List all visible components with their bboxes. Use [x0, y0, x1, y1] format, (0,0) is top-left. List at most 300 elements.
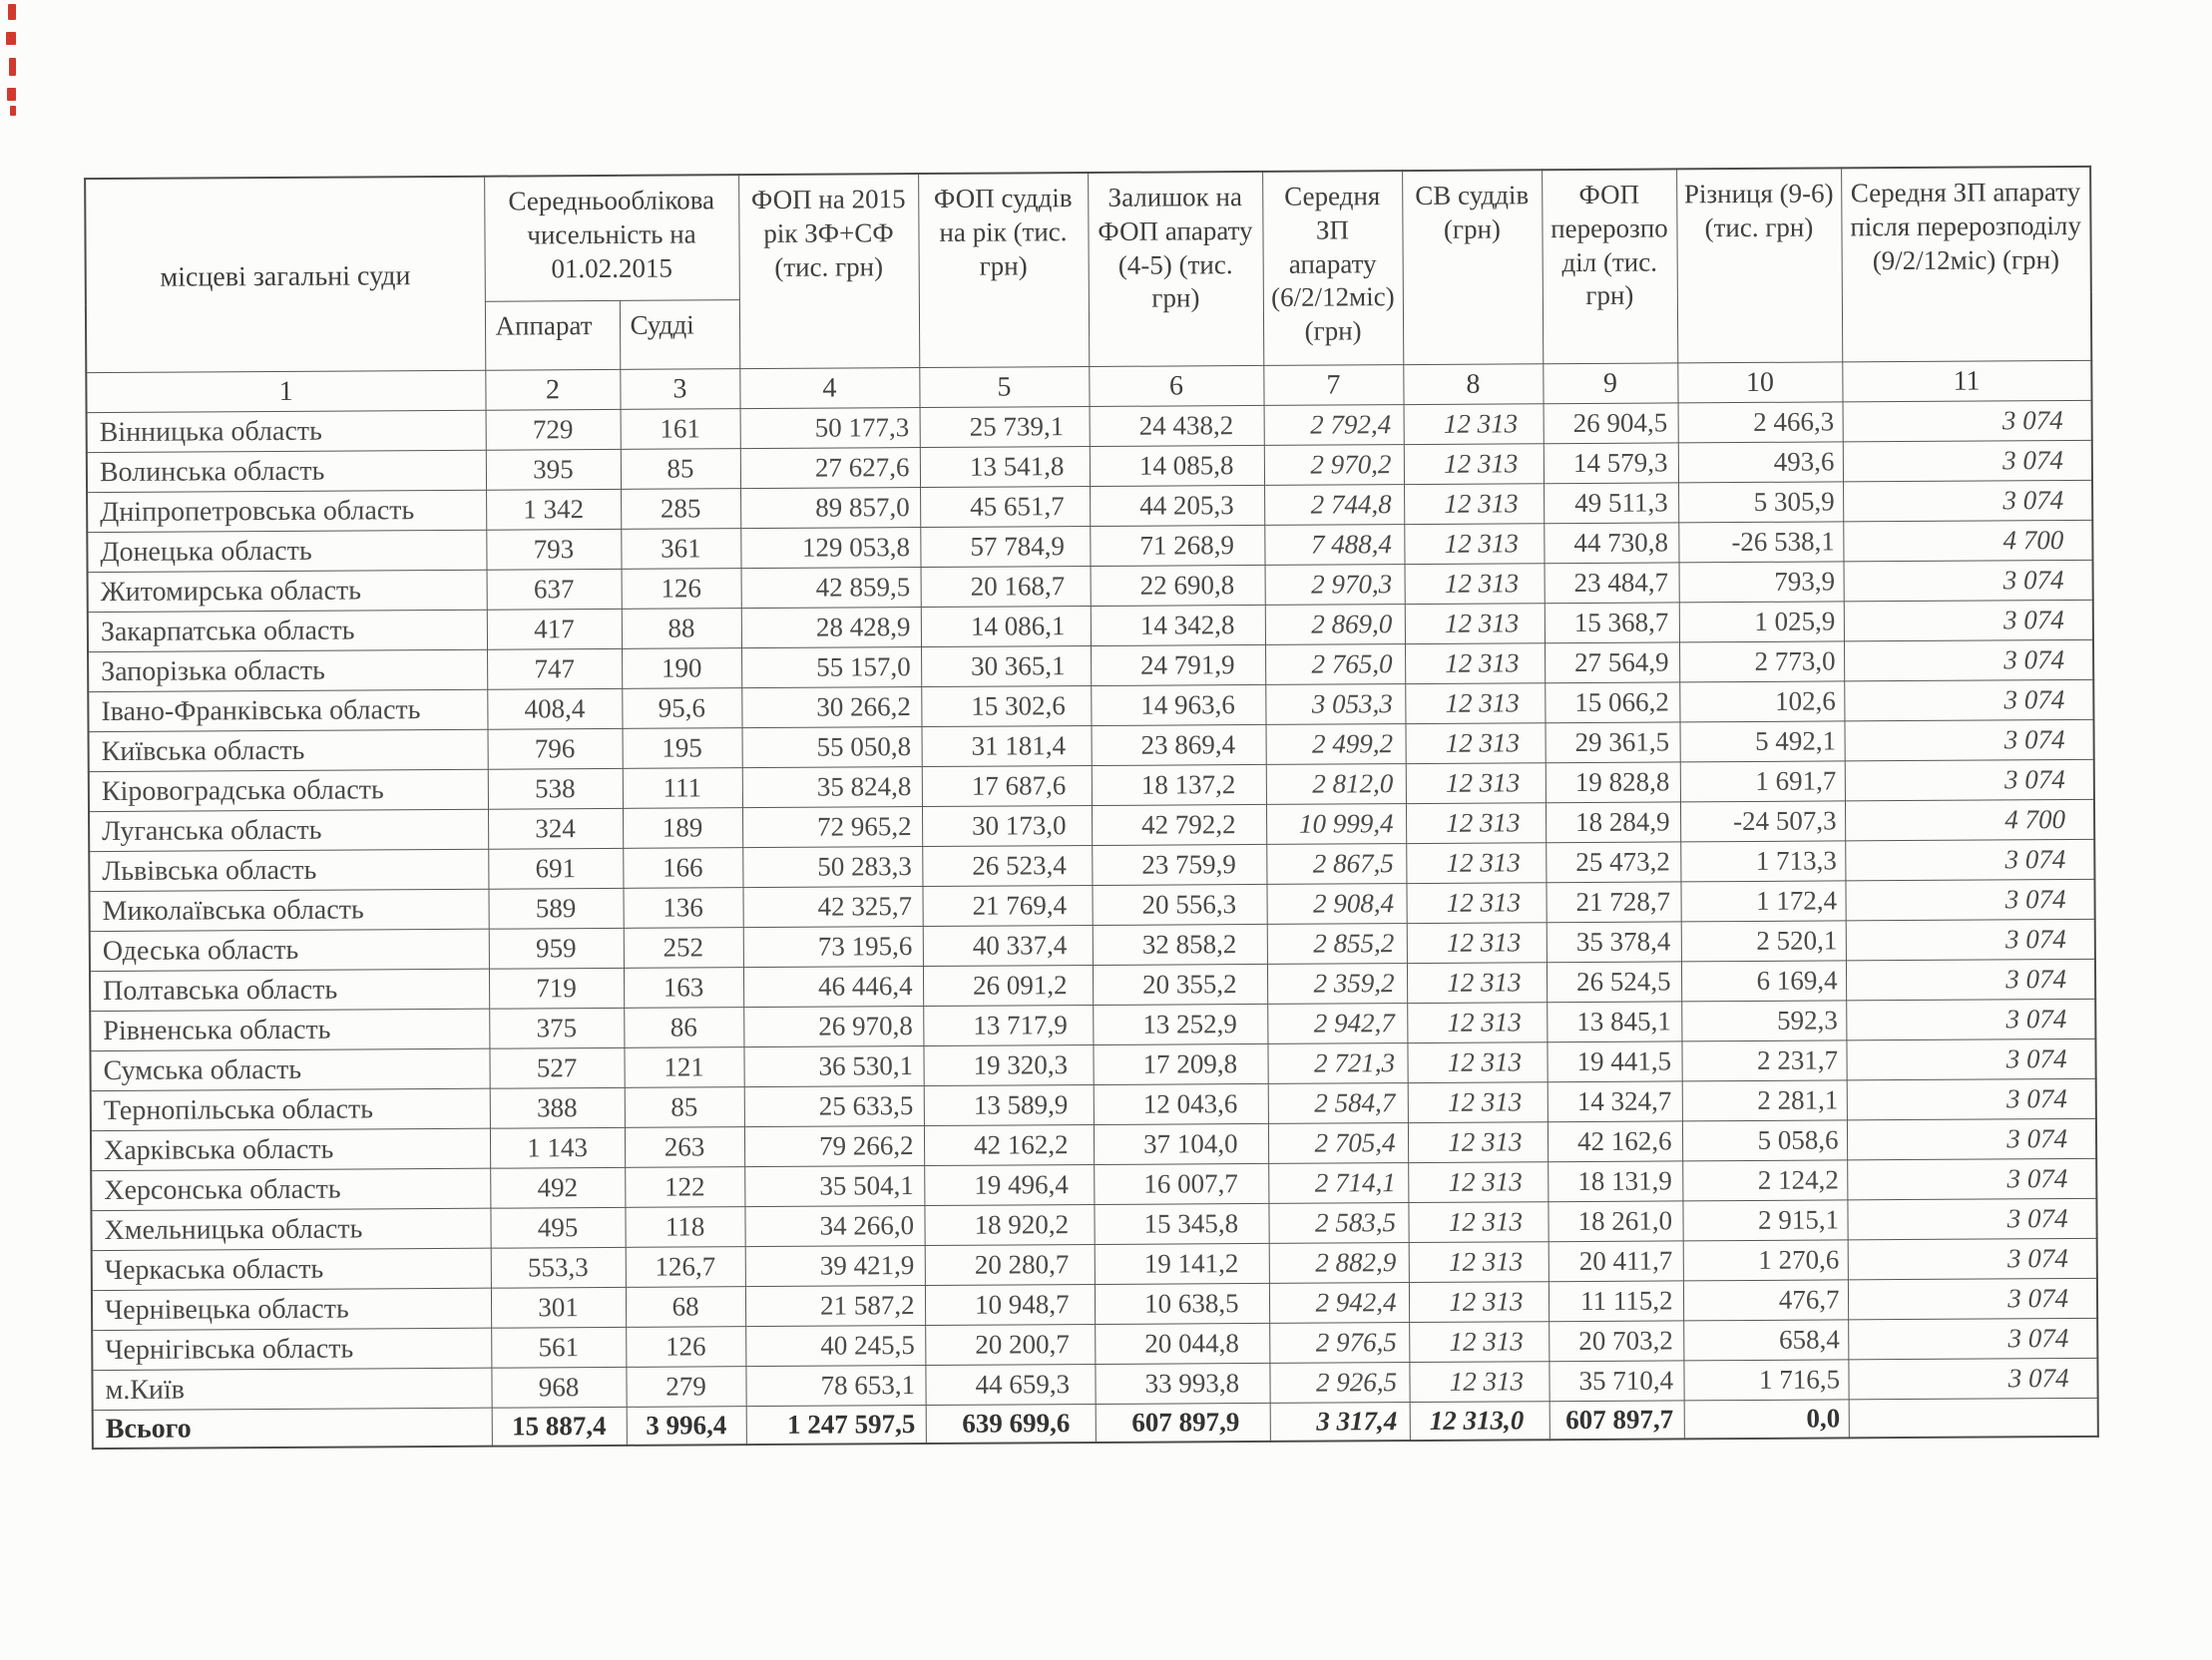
value-cell: 12 313 — [1408, 1122, 1548, 1163]
value-cell: 279 — [626, 1367, 745, 1408]
corner-header: місцеві загальні суди — [85, 177, 485, 373]
column-number: 7 — [1263, 365, 1403, 406]
value-cell: 2 714,1 — [1268, 1163, 1408, 1204]
header-remainder-fop: Залишок на ФОП апарату (4-5) (тис. грн) — [1088, 172, 1263, 367]
value-cell: 26 523,4 — [922, 845, 1092, 886]
value-cell: 21 587,2 — [745, 1286, 925, 1327]
value-cell: 3 074 — [1843, 480, 2092, 522]
value-cell: 11 115,2 — [1548, 1281, 1683, 1322]
subheader-apparatus: Аппарат — [485, 300, 620, 370]
value-cell: 12 313 — [1407, 1042, 1547, 1083]
value-cell: 637 — [487, 569, 622, 610]
value-cell: 30 266,2 — [741, 687, 921, 728]
value-cell: 37 104,0 — [1094, 1123, 1268, 1164]
value-cell: 691 — [488, 848, 623, 889]
value-cell: 14 579,3 — [1544, 443, 1678, 484]
value-cell: 68 — [626, 1287, 745, 1328]
region-name-cell: Миколаївська область — [89, 889, 488, 931]
value-cell: 607 897,9 — [1096, 1403, 1270, 1443]
value-cell: 12 313 — [1405, 683, 1545, 724]
value-cell: 12 313 — [1409, 1242, 1548, 1283]
value-cell: 1 691,7 — [1680, 761, 1845, 802]
value-cell: 492 — [490, 1167, 625, 1208]
value-cell: 1 270,6 — [1683, 1240, 1848, 1281]
value-cell: 0,0 — [1684, 1400, 1849, 1440]
value-cell: 361 — [621, 529, 740, 570]
region-name-cell: Чернівецька область — [92, 1288, 491, 1330]
value-cell: 12 313 — [1406, 803, 1546, 844]
region-name-cell: Львівська область — [89, 849, 488, 891]
value-cell: 15 887,4 — [492, 1407, 627, 1446]
value-cell: 35 824,8 — [742, 767, 922, 808]
value-cell: 4 700 — [1843, 520, 2092, 562]
value-cell: 26 904,5 — [1544, 403, 1678, 444]
region-name-cell: Черкаська область — [92, 1248, 491, 1290]
region-name-cell: Полтавська область — [90, 969, 489, 1011]
value-cell: 88 — [622, 609, 741, 649]
value-cell: 12 313 — [1404, 484, 1544, 525]
value-cell: 32 858,2 — [1093, 924, 1267, 965]
value-cell: 12 313,0 — [1410, 1402, 1549, 1441]
value-cell: 495 — [490, 1207, 625, 1248]
value-cell: 15 345,8 — [1094, 1203, 1268, 1244]
value-cell: 2 773,0 — [1679, 641, 1844, 682]
value-cell: 23 759,9 — [1092, 844, 1266, 885]
value-cell: 2 867,5 — [1266, 844, 1406, 885]
value-cell: 3 053,3 — [1265, 684, 1405, 725]
region-name-cell: Вінницька область — [87, 410, 486, 452]
column-number: 6 — [1089, 365, 1263, 406]
value-cell: 1 247 597,5 — [746, 1406, 926, 1446]
value-cell: 20 355,2 — [1093, 964, 1267, 1005]
column-number: 10 — [1677, 362, 1842, 403]
value-cell: 161 — [621, 409, 740, 450]
value-cell: 3 074 — [1848, 1238, 2097, 1280]
value-cell: 2 744,8 — [1264, 485, 1404, 526]
region-name-cell: Рівненська область — [90, 1009, 489, 1050]
value-cell: 13 717,9 — [923, 1005, 1093, 1045]
region-name-cell: Тернопільська область — [91, 1088, 490, 1130]
value-cell: 18 131,9 — [1548, 1161, 1682, 1202]
value-cell: 729 — [486, 409, 621, 450]
value-cell: 527 — [489, 1047, 624, 1088]
value-cell: 12 313 — [1409, 1362, 1548, 1403]
value-cell: 45 651,7 — [920, 487, 1090, 528]
value-cell: 72 965,2 — [742, 807, 922, 848]
value-cell: 25 473,2 — [1546, 842, 1680, 883]
value-cell: 50 283,3 — [742, 847, 922, 888]
value-cell: 12 313 — [1404, 404, 1544, 445]
value-cell: 35 378,4 — [1547, 922, 1681, 963]
value-cell: 12 313 — [1405, 643, 1545, 684]
value-cell: 122 — [625, 1167, 744, 1208]
value-cell: 639 699,6 — [926, 1404, 1096, 1444]
value-cell: 5 305,9 — [1678, 482, 1843, 523]
value-cell: 2 792,4 — [1264, 405, 1404, 446]
value-cell: 86 — [624, 1008, 743, 1048]
value-cell: 12 313 — [1409, 1322, 1548, 1363]
value-cell: 12 313 — [1406, 883, 1546, 924]
value-cell: 968 — [491, 1367, 626, 1408]
value-cell: 395 — [486, 449, 621, 490]
value-cell: 126 — [622, 569, 741, 610]
value-cell: 20 556,3 — [1092, 884, 1266, 925]
value-cell: 50 177,3 — [740, 408, 920, 449]
value-cell: 49 511,3 — [1544, 483, 1678, 524]
column-number: 8 — [1403, 364, 1543, 405]
value-cell: 111 — [623, 768, 742, 809]
group-header-headcount: Середньооблікова чисельність на 01.02.2015 — [484, 175, 739, 301]
value-cell: 3 074 — [1846, 959, 2095, 1001]
value-cell: 3 074 — [1843, 440, 2092, 482]
value-cell: 13 589,9 — [924, 1084, 1094, 1125]
region-name-cell: Київська область — [89, 729, 488, 771]
value-cell: 1 172,4 — [1680, 881, 1845, 922]
value-cell: 20 703,2 — [1548, 1321, 1683, 1362]
header-fop-judges: ФОП суддів на рік (тис. грн) — [918, 173, 1089, 368]
region-name-cell: Запорізька область — [88, 649, 487, 691]
value-cell: 33 993,8 — [1095, 1363, 1269, 1404]
value-cell: -24 507,3 — [1680, 801, 1845, 842]
header-fop-2015: ФОП на 2015 рік ЗФ+СФ (тис. грн) — [738, 174, 919, 369]
value-cell: 1 342 — [486, 489, 621, 530]
region-name-cell: Всього — [93, 1408, 492, 1449]
scan-artifact-mark — [7, 88, 16, 101]
value-cell: 3 074 — [1847, 1158, 2096, 1200]
value-cell: 195 — [623, 728, 742, 769]
value-cell — [1849, 1398, 2098, 1438]
value-cell: 3 074 — [1845, 879, 2094, 921]
value-cell: 19 141,2 — [1095, 1243, 1269, 1284]
value-cell: 73 195,6 — [743, 927, 923, 968]
value-cell: 85 — [621, 449, 740, 490]
value-cell: 126,7 — [626, 1247, 745, 1288]
value-cell: 17 687,6 — [922, 766, 1092, 807]
value-cell: 20 200,7 — [925, 1324, 1095, 1365]
value-cell: 22 690,8 — [1091, 565, 1265, 606]
value-cell: 136 — [623, 888, 742, 929]
region-name-cell: Херсонська область — [91, 1168, 490, 1210]
value-cell: 44 205,3 — [1090, 485, 1264, 526]
value-cell: 324 — [488, 808, 623, 849]
value-cell: 25 739,1 — [920, 407, 1090, 448]
value-cell: 20 168,7 — [921, 567, 1091, 608]
value-cell: 42 859,5 — [741, 568, 921, 609]
value-cell: 747 — [487, 648, 622, 689]
value-cell: 40 337,4 — [923, 925, 1093, 966]
value-cell: 538 — [488, 768, 623, 809]
value-cell: 12 313 — [1408, 1082, 1548, 1123]
value-cell: 2 124,2 — [1682, 1160, 1847, 1201]
value-cell: 36 530,1 — [743, 1046, 923, 1087]
value-cell: 57 784,9 — [920, 527, 1090, 568]
value-cell: 20 411,7 — [1548, 1241, 1683, 1282]
region-name-cell: Кіровоградська область — [89, 769, 488, 811]
value-cell: 189 — [623, 808, 742, 849]
value-cell: 18 137,2 — [1092, 764, 1266, 805]
value-cell: 13 252,9 — [1093, 1004, 1267, 1044]
value-cell: 19 496,4 — [924, 1164, 1094, 1205]
value-cell: 85 — [625, 1087, 744, 1128]
value-cell: 42 162,2 — [924, 1124, 1094, 1165]
value-cell: 2 721,3 — [1267, 1043, 1407, 1084]
value-cell: 589 — [488, 888, 623, 929]
value-cell: 2 499,2 — [1265, 724, 1405, 765]
value-cell: 4 700 — [1845, 799, 2094, 841]
value-cell: 42 162,6 — [1548, 1121, 1682, 1162]
value-cell: 12 043,6 — [1094, 1083, 1268, 1124]
value-cell: 89 857,0 — [740, 488, 920, 529]
subheader-judges: Судді — [620, 300, 739, 370]
value-cell: 2 281,1 — [1682, 1080, 1847, 1121]
region-name-cell: Хмельницька область — [91, 1208, 490, 1250]
value-cell: 2 765,0 — [1265, 644, 1405, 685]
value-cell: 2 942,7 — [1267, 1004, 1407, 1044]
value-cell: 2 520,1 — [1681, 921, 1846, 962]
value-cell: 14 342,8 — [1091, 605, 1265, 645]
value-cell: 20 044,8 — [1095, 1323, 1269, 1364]
value-cell: 796 — [488, 728, 623, 769]
value-cell: 476,7 — [1683, 1280, 1848, 1321]
value-cell: 6 169,4 — [1681, 961, 1846, 1002]
value-cell: 42 792,2 — [1092, 804, 1266, 845]
value-cell: 23 484,7 — [1545, 563, 1679, 604]
value-cell: 30 365,1 — [921, 646, 1091, 687]
value-cell: 2 882,9 — [1269, 1243, 1409, 1284]
value-cell: 3 074 — [1845, 839, 2094, 881]
value-cell: 24 438,2 — [1090, 405, 1264, 446]
value-cell: 3 317,4 — [1270, 1403, 1410, 1442]
value-cell: 27 564,9 — [1545, 642, 1679, 683]
value-cell: 13 845,1 — [1547, 1002, 1681, 1042]
value-cell: 2 926,5 — [1269, 1363, 1409, 1404]
region-name-cell: Сумська область — [90, 1048, 489, 1090]
value-cell: 25 633,5 — [744, 1086, 924, 1127]
value-cell: 55 050,8 — [742, 727, 922, 768]
value-cell: 388 — [490, 1087, 625, 1128]
value-cell: 15 066,2 — [1545, 682, 1679, 723]
value-cell: 24 791,9 — [1091, 644, 1265, 685]
value-cell: 2 908,4 — [1266, 884, 1406, 925]
value-cell: 40 245,5 — [745, 1326, 925, 1367]
value-cell: 553,3 — [491, 1247, 626, 1288]
value-cell: 12 313 — [1408, 1162, 1548, 1203]
value-cell: 2 976,5 — [1269, 1323, 1409, 1364]
value-cell: 14 324,7 — [1548, 1081, 1682, 1122]
column-number: 11 — [1842, 360, 2091, 402]
value-cell: 3 074 — [1844, 560, 2093, 602]
value-cell: 2 231,7 — [1681, 1040, 1846, 1081]
column-number: 1 — [86, 370, 485, 412]
scan-artifact-mark — [9, 58, 16, 76]
value-cell: 3 074 — [1846, 1038, 2095, 1080]
value-cell: 34 266,0 — [744, 1206, 924, 1247]
value-cell: 2 705,4 — [1268, 1123, 1408, 1164]
value-cell: 252 — [624, 928, 743, 969]
value-cell: 10 638,5 — [1095, 1283, 1269, 1324]
value-cell: 78 653,1 — [745, 1366, 925, 1407]
value-cell: 19 441,5 — [1547, 1041, 1681, 1082]
region-name-cell: Івано-Франківська область — [88, 689, 487, 731]
scan-artifact-mark — [10, 106, 16, 116]
value-cell: 3 074 — [1847, 1078, 2096, 1120]
scan-artifact-mark — [8, 4, 16, 20]
value-cell: 13 541,8 — [920, 447, 1090, 488]
value-cell: 95,6 — [622, 688, 741, 729]
value-cell: 417 — [487, 609, 622, 649]
value-cell: 2 970,3 — [1265, 565, 1405, 606]
column-number: 9 — [1543, 363, 1677, 404]
courts-financial-table — [84, 166, 2099, 1450]
value-cell: 3 074 — [1848, 1318, 2097, 1360]
value-cell: 3 074 — [1848, 1358, 2097, 1400]
value-cell: 12 313 — [1407, 923, 1547, 964]
value-cell: 2 812,0 — [1266, 764, 1406, 805]
value-cell: 23 869,4 — [1091, 724, 1265, 765]
value-cell: 12 313 — [1405, 564, 1545, 605]
header-avg-salary-apparatus: Середня ЗП апарату (6/2/12міс) (грн) — [1262, 171, 1403, 365]
value-cell: 14 963,6 — [1091, 684, 1265, 725]
value-cell: 263 — [625, 1127, 744, 1168]
value-cell: 2 942,4 — [1269, 1283, 1409, 1324]
column-number: 2 — [485, 369, 620, 410]
region-name-cell: Донецька область — [87, 530, 486, 572]
region-name-cell: м.Київ — [92, 1368, 491, 1410]
value-cell: 7 488,4 — [1264, 525, 1404, 566]
value-cell: 2 915,1 — [1682, 1200, 1847, 1241]
value-cell: 17 209,8 — [1093, 1043, 1267, 1084]
value-cell: 3 074 — [1844, 600, 2093, 641]
region-name-cell: Закарпатська область — [88, 610, 487, 651]
column-number: 4 — [739, 368, 919, 409]
value-cell: 493,6 — [1678, 442, 1843, 483]
value-cell: 1 716,5 — [1683, 1360, 1848, 1401]
value-cell: 28 428,9 — [741, 608, 921, 648]
value-cell: 3 074 — [1846, 999, 2095, 1040]
value-cell: 2 869,0 — [1265, 605, 1405, 645]
value-cell: 2 583,5 — [1268, 1203, 1408, 1244]
scanned-sheet — [84, 166, 2099, 1450]
value-cell: 16 007,7 — [1094, 1163, 1268, 1204]
value-cell: 12 313 — [1404, 524, 1544, 565]
value-cell: 793,9 — [1679, 562, 1844, 603]
value-cell: 12 313 — [1408, 1202, 1548, 1243]
region-name-cell: Чернігівська область — [92, 1328, 491, 1370]
value-cell: 15 368,7 — [1545, 603, 1679, 643]
value-cell: 2 359,2 — [1267, 964, 1407, 1005]
value-cell: 79 266,2 — [744, 1126, 924, 1167]
value-cell: 3 074 — [1844, 639, 2093, 681]
value-cell: 21 769,4 — [922, 885, 1092, 926]
value-cell: 561 — [491, 1327, 626, 1368]
value-cell: 959 — [489, 928, 624, 969]
value-cell: 3 996,4 — [627, 1407, 746, 1446]
value-cell: 3 074 — [1844, 719, 2093, 761]
value-cell: 3 074 — [1847, 1118, 2096, 1160]
scan-artifact-mark — [6, 32, 16, 45]
value-cell: 10 999,4 — [1266, 804, 1406, 845]
value-cell: 163 — [624, 968, 743, 1009]
value-cell: 3 074 — [1845, 759, 2094, 801]
value-cell: 2 970,2 — [1264, 445, 1404, 486]
region-name-cell: Волинська область — [87, 450, 486, 492]
value-cell: 285 — [621, 489, 740, 530]
region-name-cell: Дніпропетровська область — [87, 490, 486, 532]
value-cell: 118 — [625, 1207, 744, 1248]
value-cell: -26 538,1 — [1678, 522, 1843, 563]
value-cell: 3 074 — [1846, 919, 2095, 961]
value-cell: 793 — [486, 529, 621, 570]
value-cell: 166 — [623, 848, 742, 889]
value-cell: 301 — [491, 1287, 626, 1328]
value-cell: 2 584,7 — [1268, 1083, 1408, 1124]
header-difference: Різниця (9-6) (тис. грн) — [1676, 168, 1842, 363]
value-cell: 3 074 — [1847, 1198, 2096, 1240]
value-cell: 658,4 — [1683, 1320, 1848, 1361]
value-cell: 15 302,6 — [921, 686, 1091, 727]
value-cell: 1 025,9 — [1679, 602, 1844, 642]
value-cell: 29 361,5 — [1545, 722, 1679, 763]
value-cell: 27 627,6 — [740, 448, 920, 489]
value-cell: 375 — [489, 1008, 624, 1048]
value-cell: 20 280,7 — [925, 1244, 1095, 1285]
value-cell: 12 313 — [1406, 843, 1546, 884]
value-cell: 3 074 — [1848, 1278, 2097, 1320]
value-cell: 719 — [489, 968, 624, 1009]
column-number: 3 — [620, 369, 739, 410]
value-cell: 42 325,7 — [742, 887, 922, 928]
value-cell: 26 970,8 — [743, 1007, 923, 1047]
value-cell: 190 — [622, 648, 741, 689]
value-cell: 121 — [624, 1047, 743, 1088]
value-cell: 26 524,5 — [1547, 962, 1681, 1003]
value-cell: 3 074 — [1843, 400, 2092, 442]
header-fop-redistribution: ФОП перерозподіл (тис. грн) — [1542, 169, 1677, 363]
value-cell: 46 446,4 — [743, 967, 923, 1008]
value-cell: 12 313 — [1405, 604, 1545, 644]
region-name-cell: Житомирська область — [88, 570, 487, 612]
value-cell: 14 085,8 — [1090, 445, 1264, 486]
header-avg-salary-after: Середня ЗП апарату після перерозподілу (9/2/12міс) (грн) — [1841, 167, 2091, 362]
region-name-cell: Харківська область — [91, 1128, 490, 1170]
value-cell: 30 173,0 — [922, 806, 1092, 847]
value-cell: 12 313 — [1407, 963, 1547, 1004]
value-cell: 44 659,3 — [925, 1364, 1095, 1405]
value-cell: 592,3 — [1681, 1001, 1846, 1041]
value-cell: 10 948,7 — [925, 1284, 1095, 1325]
value-cell: 3 074 — [1844, 679, 2093, 721]
value-cell: 12 313 — [1404, 444, 1544, 485]
value-cell: 2 466,3 — [1678, 402, 1843, 443]
value-cell: 19 828,8 — [1546, 762, 1680, 803]
value-cell: 18 261,0 — [1548, 1201, 1682, 1242]
value-cell: 18 920,2 — [924, 1204, 1094, 1245]
value-cell: 5 058,6 — [1682, 1120, 1847, 1161]
value-cell: 12 313 — [1409, 1282, 1548, 1323]
header-sv-judges: СВ суддів (грн) — [1402, 170, 1543, 364]
value-cell: 71 268,9 — [1090, 525, 1264, 566]
value-cell: 31 181,4 — [922, 726, 1092, 767]
value-cell: 35 504,1 — [744, 1166, 924, 1207]
value-cell: 19 320,3 — [923, 1044, 1093, 1085]
value-cell: 12 313 — [1407, 1003, 1547, 1043]
value-cell: 1 143 — [490, 1127, 625, 1168]
column-number: 5 — [919, 367, 1089, 408]
value-cell: 102,6 — [1679, 681, 1844, 722]
value-cell: 18 284,9 — [1546, 802, 1680, 843]
value-cell: 12 313 — [1405, 723, 1545, 764]
value-cell: 55 157,0 — [741, 647, 921, 688]
